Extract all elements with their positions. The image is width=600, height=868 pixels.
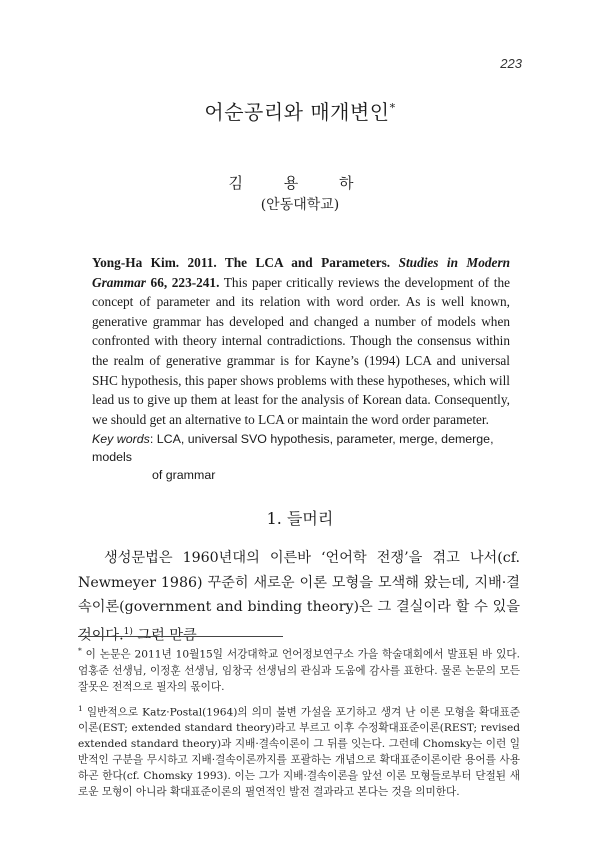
body-paragraph-tail: 그런 만큼	[132, 627, 197, 644]
footnote-text: 일반적으로 Katz·Postal(1964)의 의미 불변 가설을 포기하고 생겨 난 이론 모형을 확대표준이론(EST; extended standard theory)라고 부르고 이후 수정확대표준이론(REST; revised extended standard theory)과 지배·결속이론이 그 뒤를 잇는다. 그런데 Chomsky는 이런 일반적인 구분을 무시하고 지배·결속이론까지를 포괄하는 개념으로 확대표준이론이란 용어를 사용하곤 한다(cf. Chomsky 1993). 이는 그가 지배·결속이론을 앞선 이론 모형들로부터 단절된 새로운 모형이 아니라 확대표준이론의 필연적인 발전 결과라고 본다는 것을 의미한다.	[78, 706, 520, 799]
footnote-marker: *	[78, 646, 82, 655]
footnote-acknowledgement	[78, 643, 520, 695]
abstract-volume-pages: 66, 223-241.	[150, 274, 220, 290]
footnote-1	[78, 701, 520, 801]
abstract	[92, 253, 510, 429]
author-name: 김 용 하	[228, 174, 372, 192]
footnote-text: 이 논문은 2011년 10월15일 서강대학교 언어정보연구소 가을 학술대회에서 발표된 바 있다. 엄홍준 선생님, 이정훈 선생님, 임창국 선생님의 관심과 도움에 감사를 표한다. 물론 논문의 모든 잘못은 전적으로 필자의 몫이다.	[78, 648, 520, 693]
keywords	[92, 430, 512, 484]
footnote-divider	[78, 636, 283, 637]
body-paragraph-text: 생성문법은 1960년대의 이른바 ‘언어학 전쟁’을 겪고 나서(cf. Newmeyer 1986) 꾸준히 새로운 이론 모형을 모색해 왔는데, 지배·결속이론(government and binding theory)은 그 결실이라 할 수 있을 것이다.	[78, 550, 520, 644]
abstract-citation: Yong-Ha Kim. 2011. The LCA and Parameters.	[92, 255, 391, 270]
body-text	[78, 546, 520, 648]
footnote-marker: 1	[78, 703, 83, 713]
keywords-label: Key words	[92, 432, 150, 446]
footnote-ref-1: 1)	[123, 626, 133, 637]
page-number: 223	[500, 56, 522, 71]
title-footnote-marker: *	[389, 101, 396, 115]
abstract-journal: Studies in Modern Grammar	[92, 255, 511, 290]
section-heading: 1. 들머리	[266, 509, 334, 528]
paper-title-text: 어순공리와 매개변인	[204, 100, 390, 124]
body-paragraph	[78, 546, 520, 648]
keywords-line1: : LCA, universal SVO hypothesis, parameter, merge, demerge, models	[92, 432, 494, 464]
author-affiliation: (안동대학교)	[260, 197, 340, 213]
paper-title	[0, 96, 600, 125]
abstract-body: This paper critically reviews the development of the concept of parameter and its relation with word order. As is well known, generative grammar has developed and changed a number of models when confronted with theory internal contradictions. Though the consensus within the realm of generative grammar is for Kayne’s (1994) LCA and universal SHC hypothesis, this paper shows problems with these hypotheses, which will lead us to give up them at least for the analysis of Korean data. Consequently, we should get an alternative to LCA or maintain the word order parameter.	[92, 274, 510, 427]
keywords-line2: of grammar	[152, 468, 216, 482]
footnotes	[78, 643, 520, 806]
